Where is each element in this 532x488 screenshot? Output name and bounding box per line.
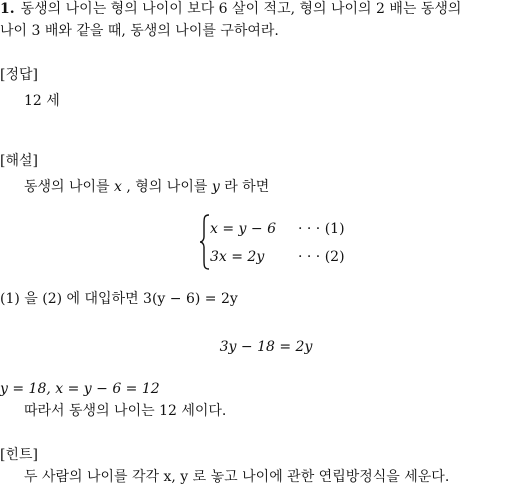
variable-y: y bbox=[211, 179, 220, 195]
solution-intro-suffix: 라 하면 bbox=[219, 179, 270, 195]
answer-label: [정답] bbox=[0, 67, 38, 83]
solution-intro-prefix: 동생의 나이를 bbox=[24, 179, 115, 195]
system-equation-2: 3x = 2y bbox=[210, 249, 265, 265]
system-tag-1: · · · (1) bbox=[298, 221, 345, 237]
substitution-line: (1) 을 (2) 에 대입하면 3(y − 6) = 2y bbox=[0, 291, 238, 307]
variable-x: x bbox=[114, 179, 122, 195]
equation-system bbox=[200, 214, 370, 270]
problem-text-line-2: 나이 3 배와 같을 때, 동생의 나이를 구하여라. bbox=[0, 23, 279, 39]
solution-intro bbox=[24, 178, 269, 196]
answer-value: 12 세 bbox=[24, 93, 60, 109]
solution-intro-middle: , 형의 나이를 bbox=[121, 179, 212, 195]
left-brace-icon bbox=[200, 214, 210, 270]
result-line bbox=[0, 380, 160, 398]
center-equation bbox=[0, 338, 532, 356]
problem-number: 1. bbox=[0, 1, 15, 17]
system-tag-2: · · · (2) bbox=[298, 249, 345, 265]
conclusion-line: 따라서 동생의 나이는 12 세이다. bbox=[24, 403, 227, 419]
system-equation-1: x = y − 6 bbox=[210, 221, 276, 237]
hint-text: 두 사람의 나이를 각각 x, y 로 놓고 나이에 관한 연립방정식을 세운다. bbox=[24, 469, 450, 485]
result-text: y = 18, x = y − 6 = 12 bbox=[0, 381, 160, 397]
solution-label: [해설] bbox=[0, 153, 38, 169]
hint-label: [힌트] bbox=[0, 447, 38, 463]
problem-text-line-1: 동생의 나이는 형의 나이이 보다 6 살이 적고, 형의 나이의 2 배는 동생의 bbox=[20, 1, 462, 17]
problem-line-1 bbox=[0, 0, 461, 18]
center-equation-text: 3y − 18 = 2y bbox=[219, 339, 313, 355]
